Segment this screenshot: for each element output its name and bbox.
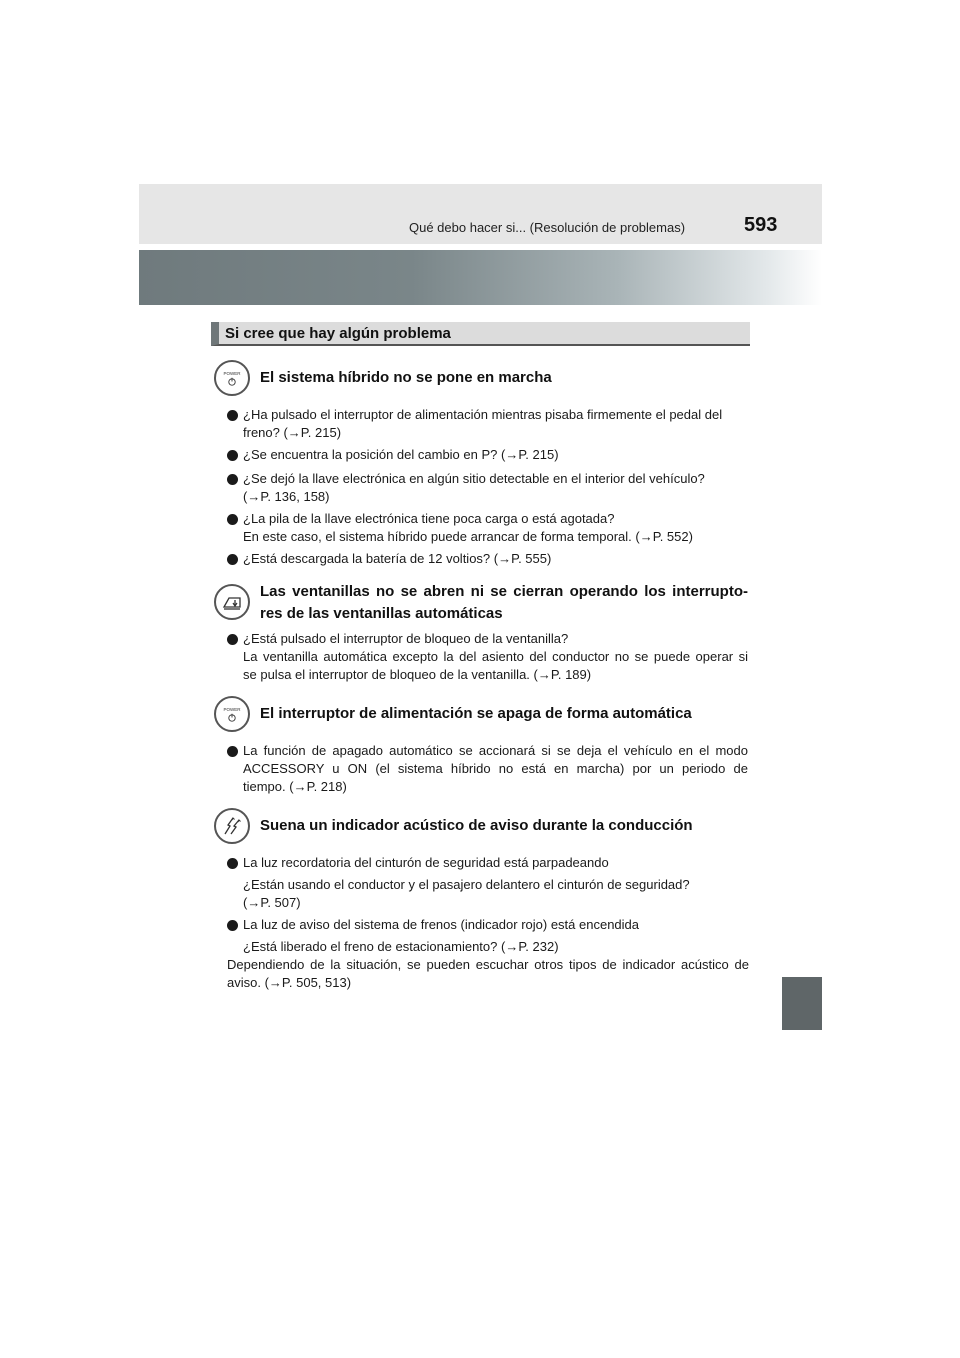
- list-item: ¿Está pulsado el interruptor de bloqueo de la ventanilla? La ventanilla automática excepto la del asiento del conductor no se puede operar si se pulsa el interruptor de bloqueo de la ventanilla. (→P. 189): [243, 631, 748, 682]
- power-window-icon: [214, 584, 250, 620]
- bullet: [227, 634, 238, 645]
- bullet: [227, 474, 238, 485]
- section-title: Si cree que hay algún problema: [225, 325, 451, 342]
- list-item: ¿Ha pulsado el interruptor de alimentación mientras pisaba firmemente el pedal del freno? (→P. 215): [243, 407, 723, 440]
- bullet: [227, 920, 238, 931]
- bullet: [227, 450, 238, 461]
- topic-heading-warning-buzzer: Suena un indicador acústico de aviso durante la conducción: [260, 817, 693, 834]
- topic-heading-windows: Las ventanillas no se abren ni se cierran operando los interrupto- res de las ventanillas automáticas: [260, 583, 748, 622]
- list-item: La luz recordatoria del cinturón de seguridad está parpadeando ¿Están usando el conductor y el pasajero delantero el cinturón de seguridad? (→P. 507): [243, 855, 690, 910]
- chapter-banner: [139, 250, 822, 305]
- page-header: [139, 184, 822, 244]
- chapter-tab: [782, 977, 822, 1030]
- list-item: La función de apagado automático se accionará si se deja el vehículo en el modo ACCESSORY u ON (el sistema híbrido no está en marcha) por un periodo de tiempo. (→P. 218): [243, 743, 748, 794]
- bullet: [227, 746, 238, 757]
- chapter-title: Qué debo hacer si... (Resolución de problemas): [409, 220, 686, 235]
- warning-buzzer-icon: [214, 808, 250, 844]
- list-item: ¿Está descargada la batería de 12 voltios? (→P. 555): [243, 551, 552, 566]
- bullet: [227, 554, 238, 565]
- page-number: 593: [744, 214, 778, 236]
- section-heading: [211, 322, 750, 346]
- topic-heading-hybrid-start: El sistema híbrido no se pone en marcha: [260, 369, 552, 386]
- footer-note: Dependiendo de la situación, se pueden escuchar otros tipos de indicador acústico de aviso. (→P. 505, 513): [227, 957, 749, 990]
- list-item: ¿Se encuentra la posición del cambio en P? (→P. 215): [243, 447, 559, 462]
- svg-text:POWER: POWER: [223, 707, 241, 712]
- list-item: La luz de aviso del sistema de frenos (indicador rojo) está encendida ¿Está liberado el freno de estacionamiento? (→P. 232): [243, 917, 640, 954]
- bullet: [227, 514, 238, 525]
- topic-heading-auto-off: El interruptor de alimentación se apaga de forma automática: [260, 705, 692, 722]
- svg-text:POWER: POWER: [223, 371, 241, 376]
- power-button-icon: [214, 360, 250, 396]
- bullet: [227, 858, 238, 869]
- list-item: ¿La pila de la llave electrónica tiene poca carga o está agotada? En este caso, el sistema híbrido puede arrancar de forma temporal. (→P. 552): [243, 511, 693, 544]
- bullet: [227, 410, 238, 421]
- list-item: ¿Se dejó la llave electrónica en algún sitio detectable en el interior del vehículo? (→P. 136, 158): [243, 471, 705, 504]
- power-button-icon: [214, 696, 250, 732]
